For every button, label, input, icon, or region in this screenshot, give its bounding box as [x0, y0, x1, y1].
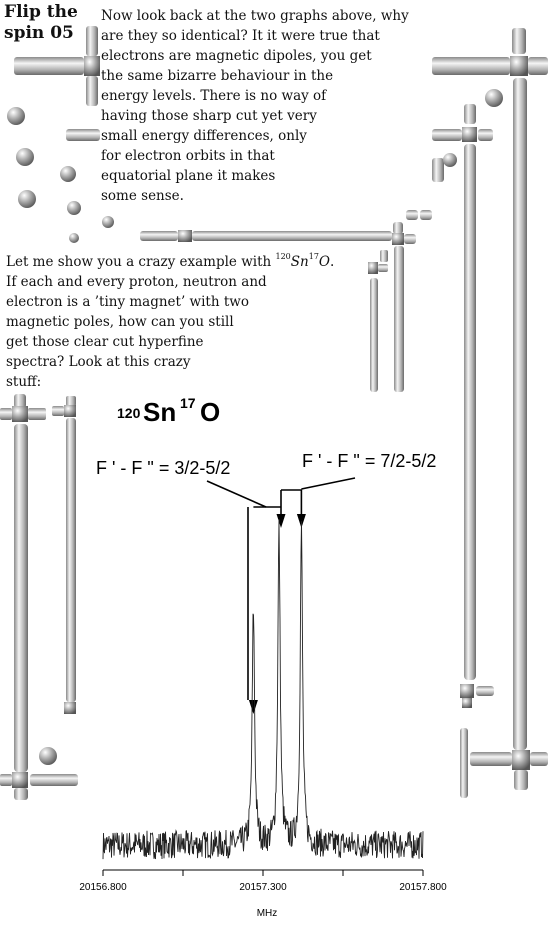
text-line: magnetic poles, how can you still: [6, 314, 234, 330]
title-line: spin 05: [4, 23, 74, 43]
x-tick-label: 20157.800: [399, 882, 447, 893]
arrow-head: [249, 700, 258, 714]
element-symbol: O: [318, 254, 330, 270]
text-line: electron is a ’tiny magnet’ with two: [6, 294, 249, 310]
text-line: get those clear cut hyperfine: [6, 334, 204, 350]
text-line: are they so identical? It it were true that: [101, 28, 380, 44]
arrow-head: [277, 514, 286, 528]
title-isotope-number: 17: [180, 395, 196, 411]
text-line: for electron orbits in that: [101, 148, 275, 164]
text-line: spectra? Look at this crazy: [6, 354, 191, 370]
chart-title: [117, 395, 220, 427]
text-fragment: .: [330, 254, 335, 270]
text-line: If each and every proton, neutron and: [6, 274, 267, 290]
text-line: small energy differences, only: [101, 128, 307, 144]
text-line: having those sharp cut yet very: [101, 108, 317, 124]
title-mass-number: 120: [117, 405, 141, 421]
text-line: electrons are magnetic dipoles, you get: [101, 48, 372, 64]
text-line: equatorial plane it makes: [101, 168, 276, 184]
title-element: O: [200, 397, 221, 427]
x-axis-label: MHz: [256, 908, 278, 919]
text-fragment: Let me show you a crazy example with: [6, 254, 276, 270]
annotation-leader: [301, 478, 355, 489]
text-line: energy levels. There is no way of: [101, 88, 327, 104]
x-tick-label: 20157.300: [239, 882, 287, 893]
title-line: Flip the: [4, 2, 78, 22]
spectrum-line: [103, 519, 423, 859]
annotation-leader: [207, 481, 266, 507]
x-tick-label: 20156.800: [79, 882, 127, 893]
text-line: stuff:: [6, 374, 42, 390]
element-symbol: Sn: [290, 254, 309, 270]
text-line: some sense.: [101, 188, 184, 204]
mass-number: 120: [275, 252, 291, 261]
annotation-label: F ' - F " = 7/2-5/2: [302, 451, 437, 471]
annotation-label: F ' - F " = 3/2-5/2: [96, 458, 231, 478]
text-line: the same bizarre behaviour in the: [101, 68, 334, 84]
text-line: Now look back at the two graphs above, why: [101, 8, 409, 24]
isotope-number: 17: [308, 252, 319, 261]
title-element: Sn: [143, 397, 177, 427]
